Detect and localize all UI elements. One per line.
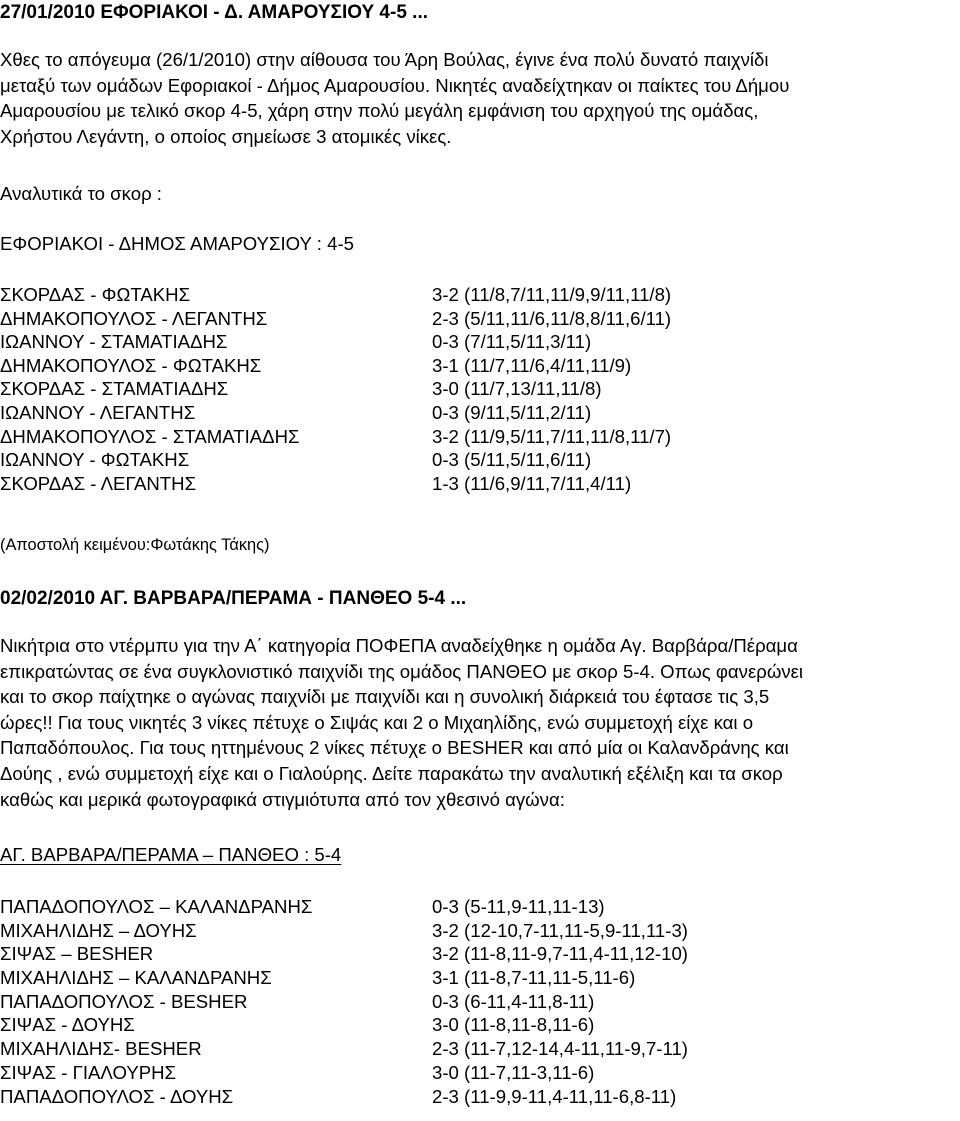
article2-paragraph-line: Δούης , ενώ συμμετοχή είχε και ο Γιαλούρης. Δείτε παρακάτω την αναλυτική εξέλιξη και τα σκορ (0, 762, 783, 784)
article1-paragraph (0, 47, 960, 149)
result-score: 3-0 (11/7,13/11,11/8) (432, 378, 602, 400)
result-pair: ΜΙΧΑΗΛΙΔΗΣ – ΔΟΥΗΣ (0, 919, 197, 941)
result-pair: ΣΙΨΑΣ - ΔΟΥΗΣ (0, 1014, 135, 1036)
result-pair: ΙΩΑΝΝΟΥ - ΣΤΑΜΑΤΙΑΔΗΣ (0, 331, 228, 353)
result-pair: ΔΗΜΑΚΟΠΟΥΛΟΣ - ΛΕΓΑΝΤΗΣ (0, 307, 268, 329)
result-score: 3-2 (12-10,7-11,11-5,9-11,11-3) (432, 919, 688, 941)
article1-paragraph-line: Χρήστου Λεγάντη, ο οποίος σημείωσε 3 ατομικές νίκες. (0, 125, 452, 147)
result-row (0, 990, 960, 1014)
result-score: 3-1 (11-8,7-11,11-5,11-6) (432, 967, 636, 989)
article1-paragraph-line: Αμαρουσίου με τελικό σκορ 4-5, χάρη στην πολύ μεγάλη εμφάνιση του αρχηγού της ομάδας, (0, 100, 759, 122)
result-row (0, 283, 960, 307)
result-pair: ΔΗΜΑΚΟΠΟΥΛΟΣ - ΦΩΤΑΚΗΣ (0, 354, 262, 376)
result-row (0, 966, 960, 990)
result-row (0, 377, 960, 401)
article1-match-title: ΕΦΟΡΙΑΚΟΙ - ΔΗΜΟΣ ΑΜΑΡΟΥΣΙΟΥ : 4-5 (0, 233, 354, 254)
result-score: 3-2 (11/9,5/11,7/11,11/8,11/7) (432, 425, 672, 447)
result-row (0, 330, 960, 354)
article2-paragraph-line: Παπαδόπουλος. Για τους ηττημένους 2 νίκες πέτυχε ο BESHER και από μία οι Καλανδράνης και (0, 737, 789, 759)
result-score: 0-3 (5/11,5/11,6/11) (432, 449, 592, 471)
result-row (0, 472, 960, 496)
article2-paragraph-line: καθώς και μερικά φωτογραφικά στιγμιότυπα από τον χθεσινό αγώνα: (0, 788, 565, 810)
article2-heading: 02/02/2010 ΑΓ. ΒΑΡΒΑΡΑ/ΠΕΡΑΜΑ - ΠΑΝΘΕΟ 5-4 ... (0, 588, 467, 609)
result-pair: ΠΑΠΑΔΟΠΟΥΛΟΣ - BESHER (0, 990, 248, 1012)
result-score: 0-3 (7/11,5/11,3/11) (432, 331, 592, 353)
article2-paragraph-line: και το σκορ παίχτηκε ο αγώνας παιχνίδι με παιχνίδι και η συνολική διάρκειά του έφτασε τις 3,5 (0, 686, 770, 708)
result-score: 0-3 (5-11,9-11,11-13) (432, 896, 605, 917)
article2-match-title: ΑΓ. ΒΑΡΒΑΡΑ/ΠΕΡΑΜΑ – ΠΑΝΘΕΟ : 5-4 (0, 844, 342, 865)
result-pair: ΙΩΑΝΝΟΥ - ΛΕΓΑΝΤΗΣ (0, 401, 196, 423)
result-score: 2-3 (5/11,11/6,11/8,8/11,6/11) (432, 307, 672, 329)
result-row (0, 942, 960, 966)
result-pair: ΠΑΠΑΔΟΠΟΥΛΟΣ – ΚΑΛΑΝΔΡΑΝΗΣ (0, 896, 313, 917)
result-pair: ΣΚΟΡΔΑΣ - ΦΩΤΑΚΗΣ (0, 284, 191, 305)
result-row (0, 307, 960, 331)
result-score: 3-1 (11/7,11/6,4/11,11/9) (432, 354, 632, 376)
result-row (0, 448, 960, 472)
result-pair: ΣΚΟΡΔΑΣ - ΛΕΓΑΝΤΗΣ (0, 472, 197, 494)
result-pair: ΣΚΟΡΔΑΣ - ΣΤΑΜΑΤΙΑΔΗΣ (0, 378, 229, 400)
result-pair: ΣΙΨΑΣ - ΓΙΑΛΟΥΡΗΣ (0, 1061, 177, 1083)
article1-paragraph-line: Χθες το απόγευμα (26/1/2010) στην αίθουσα του Άρη Βούλας, έγινε ένα πολύ δυνατό παιχνίδι (0, 49, 769, 70)
result-score: 3-2 (11/8,7/11,11/9,9/11,11/8) (432, 284, 672, 305)
result-row (0, 401, 960, 425)
result-score: 3-2 (11-8,11-9,7-11,4-11,12-10) (432, 943, 688, 965)
result-score: 3-0 (11-8,11-8,11-6) (432, 1014, 595, 1036)
result-row (0, 1013, 960, 1037)
article1-results (0, 283, 960, 495)
result-row (0, 919, 960, 943)
article2-results (0, 895, 960, 1108)
result-pair: ΠΑΠΑΔΟΠΟΥΛΟΣ - ΔΟΥΗΣ (0, 1085, 234, 1107)
result-pair: ΜΙΧΑΗΛΙΔΗΣ – ΚΑΛΑΝΔΡΑΝΗΣ (0, 967, 272, 989)
result-pair: ΔΗΜΑΚΟΠΟΥΛΟΣ - ΣΤΑΜΑΤΙΑΔΗΣ (0, 425, 300, 447)
result-score: 2-3 (11-9,9-11,4-11,11-6,8-11) (432, 1085, 677, 1107)
article1-heading: 27/01/2010 ΕΦΟΡΙΑΚΟΙ - Δ. ΑΜΑΡΟΥΣΙΟΥ 4-5 ... (0, 2, 429, 23)
result-score: 3-0 (11-7,11-3,11-6) (432, 1061, 595, 1083)
result-row (0, 895, 960, 919)
result-row (0, 1037, 960, 1061)
article2-paragraph-line: επικρατώντας σε ένα συγκλονιστικό παιχνίδι της ομάδος ΠΑΝΘΕΟ με σκορ 5-4. Οπως φανερώνει (0, 660, 804, 682)
result-row (0, 1085, 960, 1109)
result-score: 0-3 (9/11,5/11,2/11) (432, 401, 592, 423)
article2-paragraph-line: Νικήτρια στο ντέρμπυ για την Α΄ κατηγορία ΠΟΦΕΠΑ αναδείχθηκε η ομάδα Αγ. Βαρβάρα/Πέραμα (0, 635, 798, 656)
article2-paragraph (0, 633, 960, 812)
score-label: Αναλυτικά το σκορ : (0, 183, 162, 204)
article1-paragraph-line: μεταξύ των ομάδων Εφοριακοί - Δήμος Αμαρουσίου. Νικητές αναδείχτηκαν οι παίκτες του Δήμου (0, 74, 790, 96)
result-pair: ΜΙΧΑΗΛΙΔΗΣ- BESHER (0, 1038, 202, 1060)
result-score: 1-3 (11/6,9/11,7/11,4/11) (432, 472, 632, 494)
result-row (0, 354, 960, 378)
article1-credit: (Αποστολή κειμένου:Φωτάκης Τάκης) (0, 536, 270, 554)
result-score: 2-3 (11-7,12-14,4-11,11-9,7-11) (432, 1038, 688, 1060)
result-pair: ΙΩΑΝΝΟΥ - ΦΩΤΑΚΗΣ (0, 449, 190, 471)
article2-paragraph-line: ώρες!! Για τους νικητές 3 νίκες πέτυχε ο Σιψάς και 2 ο Μιχαηλίδης, ενώ συμμετοχή είχε και ο (0, 711, 754, 733)
result-row (0, 1061, 960, 1085)
result-row (0, 425, 960, 449)
result-pair: ΣΙΨΑΣ – BESHER (0, 943, 154, 965)
result-score: 0-3 (6-11,4-11,8-11) (432, 990, 595, 1012)
